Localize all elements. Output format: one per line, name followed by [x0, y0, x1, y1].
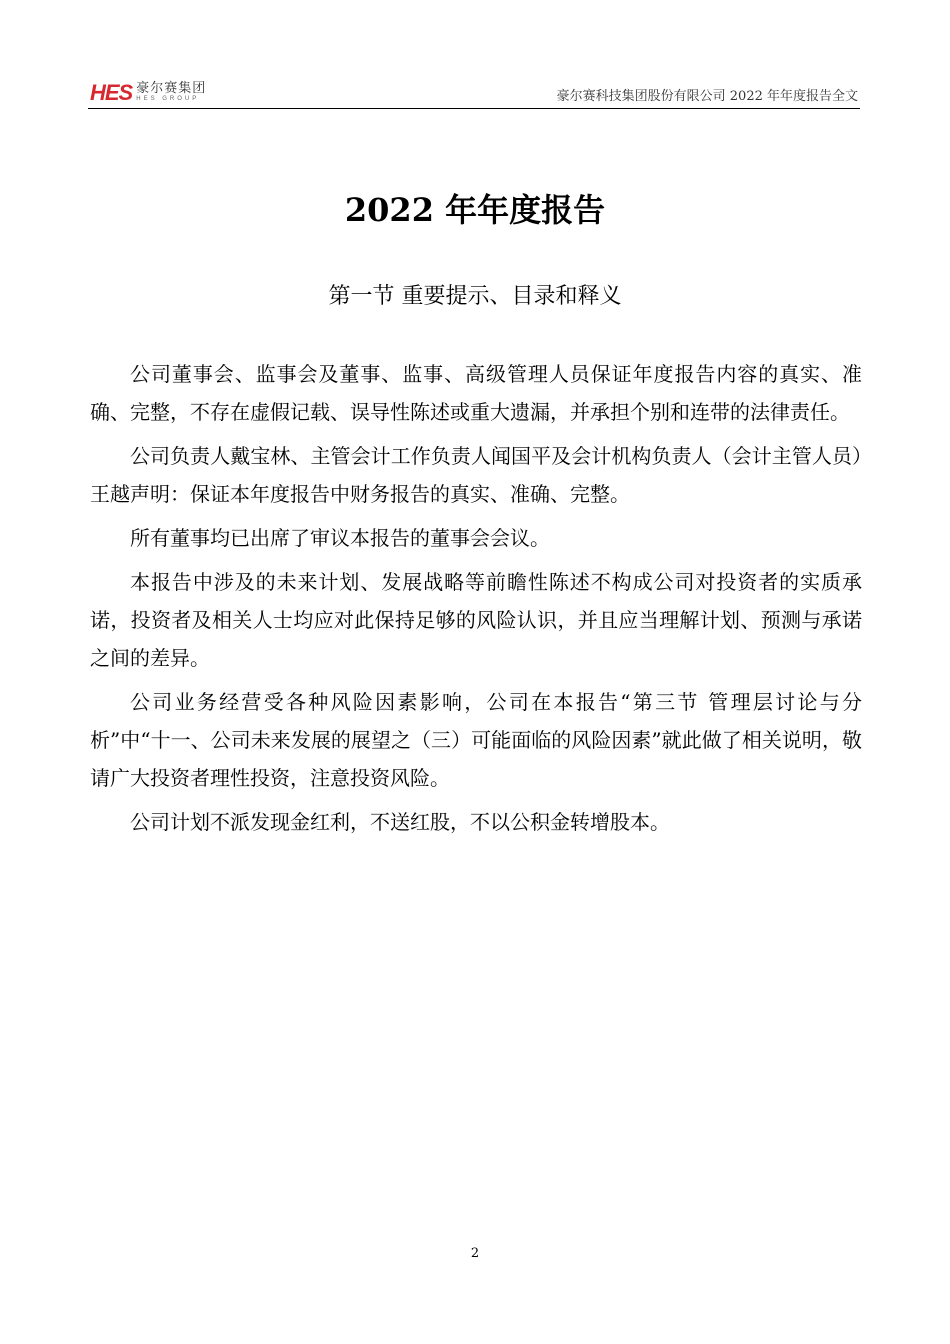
page-header [88, 80, 860, 109]
paragraph-dividend-plan: 公司计划不派发现金红利，不送红股，不以公积金转增股本。 [130, 810, 670, 834]
document-title: 2022 年年度报告 [344, 191, 606, 229]
logo-mark: HES [90, 80, 133, 105]
page-number: 2 [470, 1246, 480, 1261]
header-report-title: 豪尔赛科技集团股份有限公司 2022 年年度报告全文 [556, 89, 858, 104]
paragraph-forward-looking: 本报告中涉及的未来计划、发展战略等前瞻性陈述不构成公司对投资者的实质承诺，投资者及相关人士均应对此保持足够的风险认识，并且应当理解计划、预测与承诺之间的差异。 [90, 570, 862, 670]
paragraph-board-guarantee: 公司董事会、监事会及董事、监事、高级管理人员保证年度报告内容的真实、准确、完整，不存在虚假记载、误导性陈述或重大遗漏，并承担个别和连带的法律责任。 [90, 362, 862, 424]
paragraph-directors-attendance: 所有董事均已出席了审议本报告的董事会会议。 [130, 526, 550, 550]
logo-text [136, 82, 206, 102]
paragraph-risk-factors: 公司业务经营受各种风险因素影响，公司在本报告“第三节 管理层讨论与分析”中“十一、公司未来发展的展望之（三）可能面临的风险因素”就此做了相关说明，敬请广大投资者理性投资，注意投资风险。 [90, 690, 862, 790]
document-body [90, 355, 862, 847]
logo-chinese-name: 豪尔赛集团 [136, 81, 207, 96]
paragraph-responsible-persons: 公司负责人戴宝林、主管会计工作负责人闻国平及会计机构负责人（会计主管人员）王越声明：保证本年度报告中财务报告的真实、准确、完整。 [90, 444, 862, 506]
section-title: 第一节 重要提示、目录和释义 [328, 284, 622, 309]
company-logo [90, 82, 206, 108]
logo-english-name: HES GROUP [136, 96, 200, 102]
